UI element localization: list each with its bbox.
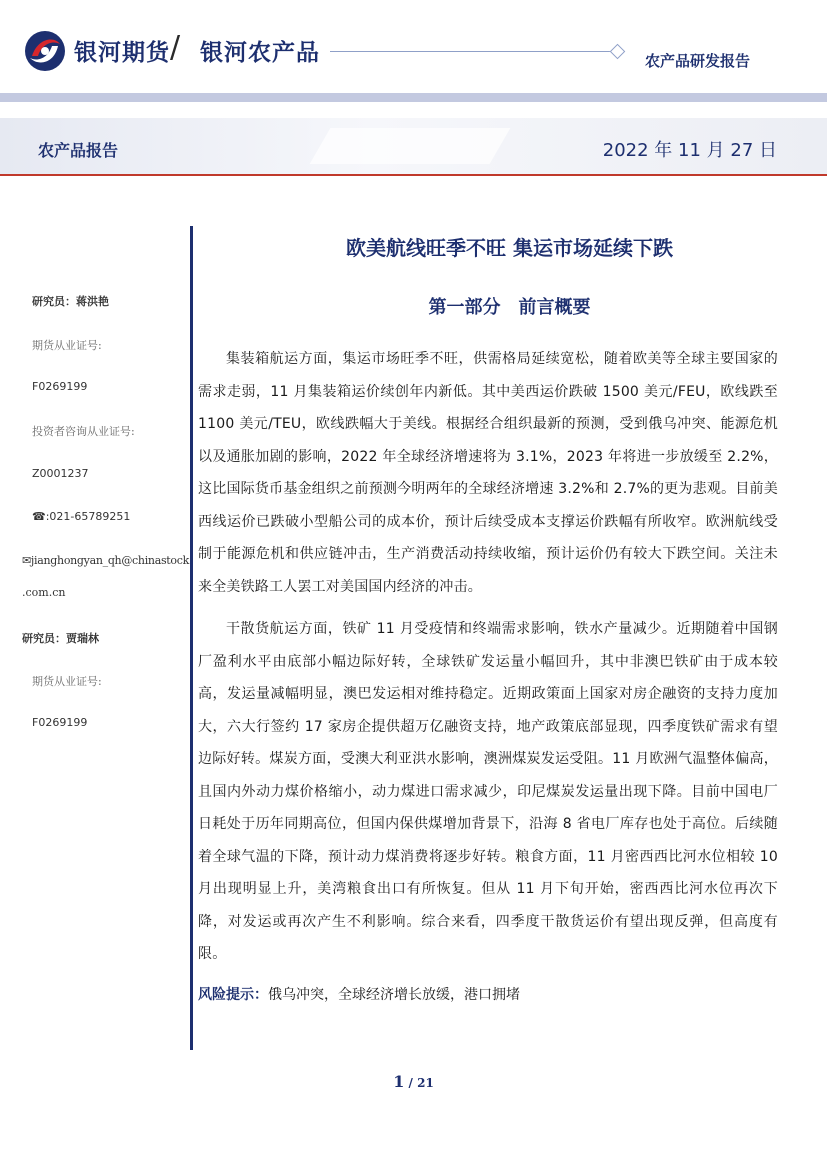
cert-label-2: 期货从业证号:: [32, 675, 102, 688]
email-address[interactable]: ✉jianghongyan_qh@chinastock: [22, 554, 189, 567]
galaxy-logo-icon: [24, 30, 66, 72]
page-current: 1: [393, 1072, 405, 1091]
page-separator: /: [404, 1076, 418, 1090]
page-number: [0, 1072, 827, 1091]
risk-label: 风险提示：: [198, 987, 268, 1003]
header-red-rule: [0, 174, 827, 176]
report-series: 农产品研发报告: [645, 52, 751, 70]
consult-label: 投资者咨询从业证号:: [32, 425, 135, 438]
email-address-cont[interactable]: .com.cn: [22, 586, 66, 599]
researcher-2: 研究员：贾瑞林: [22, 632, 99, 645]
sidebar-divider: [190, 226, 193, 1050]
banner-decoration: [310, 128, 511, 164]
header-decoration-line: [330, 51, 616, 52]
paragraph-container-shipping: 集装箱航运方面，集运市场旺季不旺，供需格局延续宽松，随着欧美等全球主要国家的需求走弱，11 月集装箱运价续创年内新低。其中美西运价跌破 1500 美元/FEU，欧线跌至 1100 美元/TEU，欧线跌幅大于美线。根据经合组织最新的预测，受到俄乌冲突、能源危机以及通胀加剧的影响，2022 年全球经济增速将为 3.1%，2023 年将进一步放缓至 2.2%，这比国际货币基金组织之前预测今明两年的全球经济增速 3.2%和 2.7%的更为悲观。目前美西线运价已跌破小型船公司的成本价，预计后续受成本支撑运价跌幅有所收窄。欧洲航线受制于能源危机和供应链冲击，生产消费活动持续收缩，预计运价仍有较大下跌空间。关注未来全美铁路工人罢工对美国国内经济的冲击。: [198, 351, 778, 595]
cert-label-1: 期货从业证号:: [32, 339, 102, 352]
risk-notice: [198, 984, 520, 1004]
phone-number: ☎:021-65789251: [32, 510, 131, 523]
cert-value-2: F0269199: [32, 716, 88, 729]
report-type: 农产品报告: [38, 141, 119, 160]
report-date: 2022 年 11 月 27 日: [602, 140, 777, 161]
page-total: 21: [417, 1076, 434, 1090]
section-title: 第一部分 前言概要: [428, 297, 591, 318]
page-header: [0, 0, 827, 95]
consult-value: Z0001237: [32, 467, 89, 480]
risk-text: 俄乌冲突，全球经济增长放缓，港口拥堵: [268, 987, 520, 1003]
brand-divider: /: [170, 30, 181, 65]
brand-primary: 银河期货: [74, 40, 170, 66]
diamond-icon: [610, 44, 626, 60]
cert-value-1: F0269199: [32, 380, 88, 393]
paragraph-dry-bulk: 干散货航运方面，铁矿 11 月受疫情和终端需求影响，铁水产量减少。近期随着中国钢厂盈利水平由底部小幅边际好转，全球铁矿发运量小幅回升，其中非澳巴铁矿由于成本较高，发运量减幅明显，澳巴发运相对维持稳定。近期政策面上国家对房企融资的支持力度加大，六大行签约 17 家房企提供超万亿融资支持，地产政策底部显现，四季度铁矿需求有望边际好转。煤炭方面，受澳大利亚洪水影响，澳洲煤炭发运受阻。11 月欧洲气温整体偏高，且国内外动力煤价格缩小，动力煤进口需求减少，印尼煤炭发运量出现下降。目前中国电厂日耗处于历年同期高位，但国内保供煤增加背景下，沿海 8 省电厂库存也处于高位。后续随着全球气温的下降，预计动力煤消费将逐步好转。粮食方面，11 月密西西比河水位相较 10 月出现明显上升，美湾粮食出口有所恢复。但从 11 月下旬开始，密西西比河水位再次下降，对发运或再次产生不利影响。综合来看，四季度干散货运价有望出现反弹，但高度有限。: [198, 621, 778, 962]
report-banner: [0, 118, 827, 174]
report-title: 欧美航线旺季不旺 集运市场延续下跌: [346, 236, 673, 260]
researcher-1: 研究员：蒋洪艳: [32, 295, 109, 308]
header-band: [0, 93, 827, 102]
brand-secondary: 银河农产品: [200, 40, 320, 66]
